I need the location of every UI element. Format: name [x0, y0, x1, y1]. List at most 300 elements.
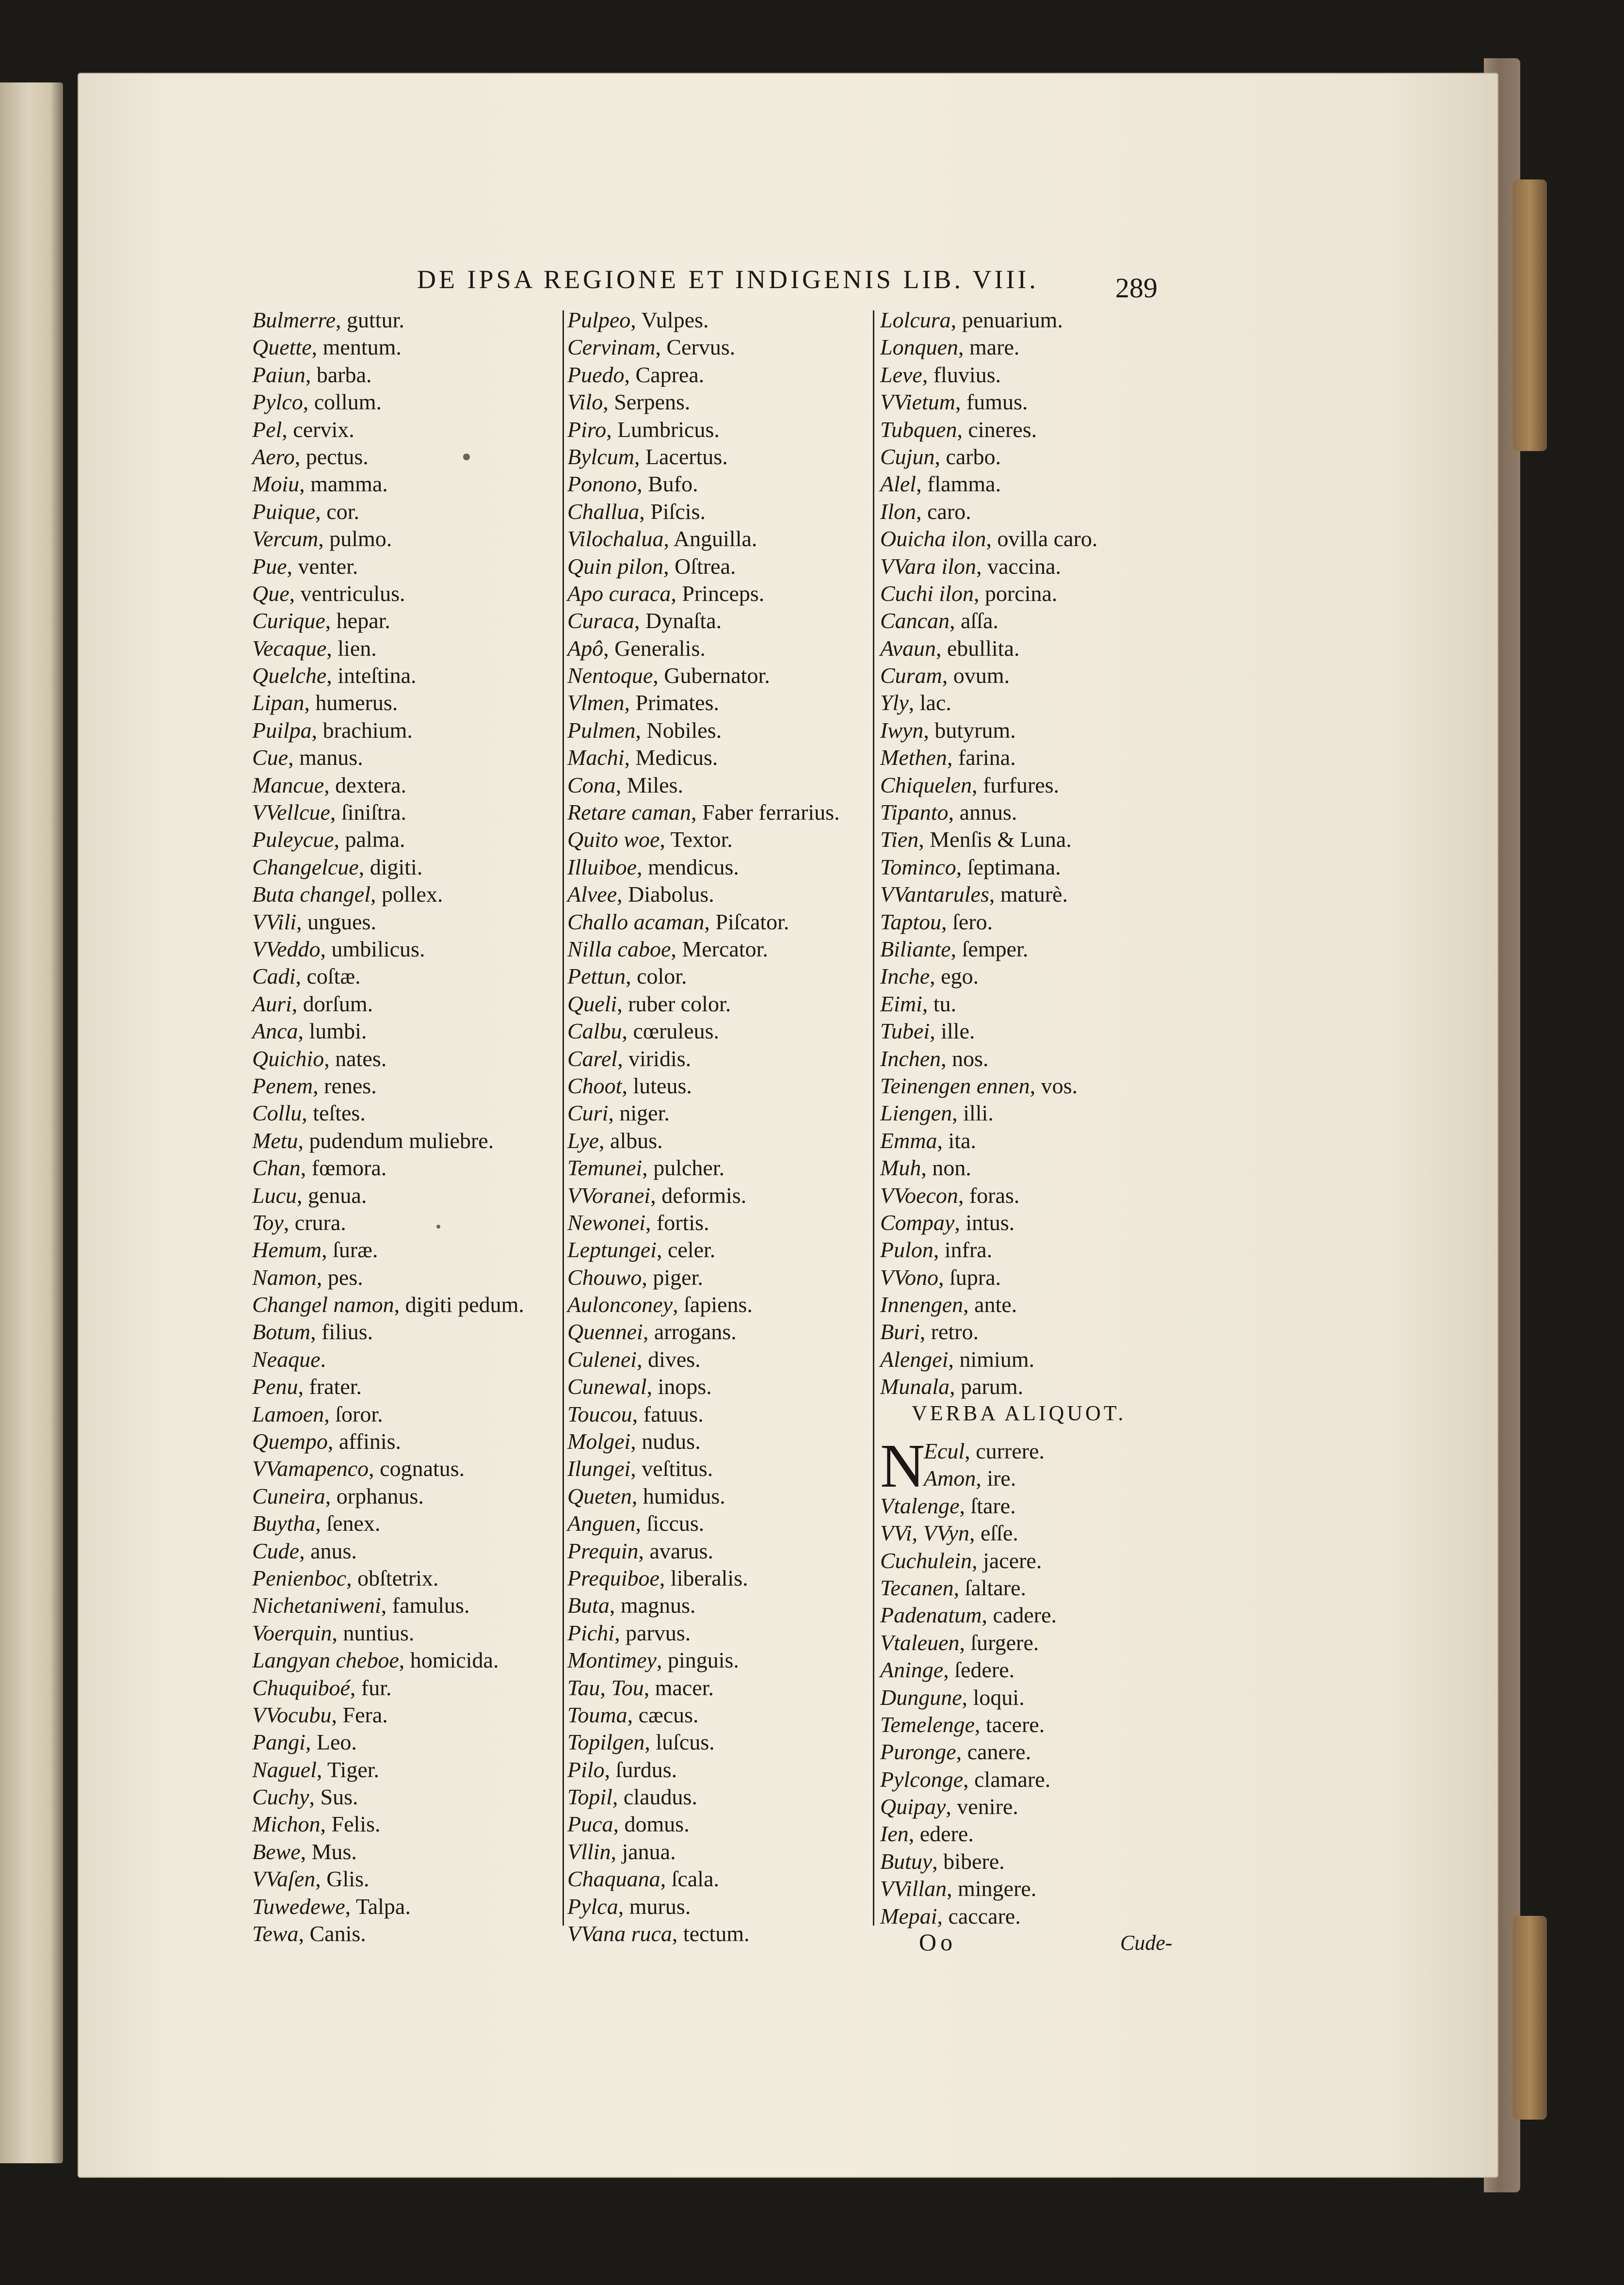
headword: Prequiboe	[567, 1565, 659, 1590]
vocabulary-entry	[880, 1100, 1190, 1127]
headword: Vilo	[567, 389, 603, 415]
vocabulary-entry	[880, 470, 1190, 498]
vocabulary-entry	[252, 744, 553, 771]
headword: Puronge	[880, 1739, 956, 1765]
latin-gloss: , Mercator.	[671, 936, 768, 961]
latin-gloss: , ſurgere.	[959, 1630, 1039, 1655]
vocabulary-entry	[252, 826, 553, 853]
latin-gloss: , cineres.	[957, 417, 1037, 442]
headword: Anguen	[567, 1511, 636, 1536]
vocabulary-entry	[252, 416, 553, 443]
vocabulary-entry	[880, 1209, 1190, 1236]
headword: Leve	[880, 362, 922, 387]
latin-gloss: , ſero.	[941, 909, 993, 934]
vocabulary-entry	[252, 1401, 553, 1428]
latin-gloss: , ſiniſtra.	[330, 800, 407, 825]
vocabulary-entry	[252, 854, 553, 881]
latin-gloss: , luſcus.	[644, 1730, 715, 1755]
vocabulary-entry	[880, 990, 1190, 1018]
vocabulary-entry	[880, 1684, 1190, 1711]
vocabulary-entry	[252, 717, 553, 744]
vocabulary-entry	[567, 908, 868, 936]
latin-gloss: , ſcala.	[660, 1866, 719, 1892]
vocabulary-entry	[567, 1072, 868, 1100]
headword: Cuchulein	[880, 1548, 972, 1573]
headword: Puleycue	[252, 827, 334, 852]
headword: VVietum	[880, 389, 955, 415]
vocabulary-entry	[567, 307, 868, 334]
headword: Nichetaniweni	[252, 1593, 381, 1618]
vocabulary-entry	[880, 389, 1190, 416]
headword: Quennei	[567, 1319, 643, 1345]
latin-gloss: , butyrum.	[923, 717, 1016, 743]
latin-gloss: , ſeptimana.	[956, 854, 1061, 879]
vocabulary-entry	[567, 772, 868, 799]
latin-gloss: , mamma.	[299, 471, 388, 497]
latin-gloss: , nates.	[324, 1046, 387, 1071]
latin-gloss: , ventriculus.	[289, 581, 405, 606]
latin-gloss: , maturè.	[989, 882, 1068, 907]
latin-gloss: , fumus.	[955, 389, 1028, 415]
latin-gloss: , caro.	[916, 499, 971, 524]
vocabulary-entry	[252, 1592, 553, 1619]
vocabulary-entry	[880, 1346, 1190, 1373]
vocabulary-entry	[252, 470, 553, 498]
headword: Neaque	[252, 1346, 321, 1372]
headword: Tau, Tou	[567, 1675, 644, 1700]
vocabulary-entry	[252, 662, 553, 689]
headword: Teinengen ennen	[880, 1073, 1030, 1098]
headword: Cona	[567, 772, 616, 797]
vocabulary-entry	[567, 1811, 868, 1838]
latin-gloss: , Princeps.	[671, 581, 765, 606]
vocabulary-entry	[252, 1647, 553, 1674]
latin-gloss: , Oſtrea.	[663, 553, 736, 579]
latin-gloss: , ungues.	[296, 909, 376, 934]
vocabulary-entry	[252, 1428, 553, 1455]
headword: Curam	[880, 663, 942, 688]
vocabulary-entry	[567, 1565, 868, 1592]
latin-gloss: , mentum.	[311, 335, 402, 360]
latin-gloss: , farina.	[947, 745, 1016, 770]
vocabulary-entry	[252, 1674, 553, 1702]
vocabulary-entry	[252, 963, 553, 990]
latin-gloss: , digiti pedum.	[394, 1292, 524, 1317]
vocabulary-entry	[880, 881, 1190, 908]
headword: Pylconge	[880, 1766, 964, 1792]
headword: Topilgen	[567, 1730, 645, 1755]
vocabulary-entry	[880, 1711, 1190, 1738]
vocabulary-entry	[567, 1291, 868, 1318]
latin-gloss: , non.	[921, 1155, 971, 1181]
headword: Dungune	[880, 1685, 962, 1710]
signature-mark: Oo	[919, 1928, 957, 1956]
headword: VVellcue	[252, 800, 330, 825]
headword: Chuquiboé	[252, 1675, 350, 1700]
latin-gloss: , inops.	[646, 1374, 712, 1399]
headword: Lamoen	[252, 1401, 324, 1426]
headword: Lye	[567, 1128, 599, 1153]
latin-gloss: , ruber color.	[617, 991, 731, 1016]
latin-gloss: , macer.	[643, 1675, 714, 1700]
headword: Quichio	[252, 1046, 324, 1071]
latin-gloss: , magnus.	[609, 1593, 696, 1618]
latin-gloss: , foras.	[958, 1183, 1020, 1208]
headword: Tipanto	[880, 800, 949, 825]
latin-gloss: , ſoror.	[324, 1401, 383, 1426]
headword: Challua	[567, 499, 640, 524]
headword: Alengei	[880, 1346, 949, 1372]
vocabulary-entry	[567, 443, 868, 470]
vocabulary-entry	[567, 1318, 868, 1345]
latin-gloss: , currere.	[965, 1439, 1045, 1463]
headword: Hemum	[252, 1237, 322, 1263]
latin-gloss: , inteſtina.	[326, 663, 417, 688]
headword: Amon	[924, 1466, 976, 1491]
vocabulary-entry	[880, 1602, 1190, 1629]
vocabulary-entry	[252, 1209, 553, 1236]
headword: Pue	[252, 553, 287, 579]
latin-gloss: , infra.	[933, 1237, 993, 1263]
headword: Lucu	[252, 1183, 297, 1208]
headword: Cuchi ilon	[880, 581, 974, 606]
headword: Chaquana	[567, 1866, 660, 1892]
latin-gloss: , parvus.	[614, 1620, 691, 1645]
vocabulary-entry	[567, 1100, 868, 1127]
vocabulary-entry	[567, 1373, 868, 1400]
headword: Padenatum	[880, 1603, 982, 1628]
vocabulary-entry	[252, 1565, 553, 1592]
vocabulary-entry	[880, 1574, 1190, 1602]
headword: Vercum	[252, 526, 319, 551]
vocabulary-entry	[880, 443, 1190, 470]
latin-gloss: , color.	[626, 964, 687, 989]
latin-gloss: , Mus.	[300, 1839, 357, 1864]
latin-gloss: .	[320, 1346, 326, 1372]
latin-gloss: , palma.	[334, 827, 405, 852]
latin-gloss: , penuarium.	[950, 308, 1063, 332]
latin-gloss: , ſapiens.	[673, 1292, 753, 1317]
headword: Pichi	[567, 1620, 615, 1645]
latin-gloss: , Glis.	[315, 1866, 370, 1892]
vocabulary-entry	[567, 990, 868, 1018]
latin-gloss: , Menſis & Luna.	[918, 827, 1072, 852]
drop-cap: N	[880, 1431, 925, 1500]
headword: Ouicha ilon	[880, 526, 986, 551]
latin-gloss: , flamma.	[916, 471, 1001, 497]
vocabulary-entry	[880, 553, 1190, 580]
headword: Naguel	[252, 1757, 317, 1782]
vocabulary-entry	[252, 1893, 553, 1920]
vocabulary-entry	[252, 1811, 553, 1838]
vocabulary-entry	[567, 1538, 868, 1565]
vocabulary-entry	[880, 1875, 1190, 1902]
vocabulary-entry	[252, 498, 553, 525]
vocabulary-entry	[252, 1920, 553, 1947]
latin-gloss: , pollex.	[370, 882, 443, 907]
vocabulary-entry	[252, 799, 553, 826]
latin-gloss: , homicida.	[399, 1648, 499, 1673]
latin-gloss: , dorſum.	[291, 991, 373, 1016]
headword: Curi	[567, 1101, 609, 1126]
latin-gloss: , fœmora.	[300, 1155, 387, 1181]
vocabulary-entry	[567, 1154, 868, 1182]
latin-gloss: , eſſe.	[969, 1521, 1018, 1546]
headword: Emma	[880, 1128, 937, 1153]
latin-gloss: , loqui.	[962, 1685, 1025, 1710]
headword: Tien	[880, 827, 919, 852]
latin-gloss: , ſurdus.	[604, 1757, 677, 1782]
vocabulary-entry	[880, 1438, 1190, 1465]
vocabulary-entry	[567, 1236, 868, 1264]
vocabulary-entry	[567, 1401, 868, 1428]
vocabulary-entry	[880, 580, 1190, 607]
vocabulary-entry	[252, 1729, 553, 1756]
headword: Apô	[567, 635, 604, 661]
latin-gloss: , aſſa.	[949, 608, 999, 633]
vocabulary-entry	[880, 1903, 1190, 1930]
vocabulary-entry	[252, 936, 553, 963]
vocabulary-entry	[880, 936, 1190, 963]
headword: Buytha	[252, 1511, 316, 1536]
headword: Namon	[252, 1264, 317, 1290]
binding-tape-upper	[1513, 179, 1547, 451]
latin-gloss: , celer.	[656, 1237, 716, 1263]
headword: Lolcura	[880, 308, 951, 332]
latin-gloss: , Dynaſta.	[634, 608, 722, 633]
headword: Tuwedewe	[252, 1894, 345, 1919]
latin-gloss: , anus.	[299, 1538, 357, 1563]
latin-gloss: , arrogans.	[643, 1319, 737, 1345]
vocabulary-column-1	[252, 307, 553, 1947]
latin-gloss: , janua.	[611, 1839, 676, 1864]
vocabulary-entry	[880, 1291, 1190, 1318]
vocabulary-entry	[567, 580, 868, 607]
headword: Cuneira	[252, 1483, 325, 1508]
headword: Toy	[252, 1210, 284, 1235]
vocabulary-entry	[252, 1510, 553, 1537]
headword: Changel namon	[252, 1292, 394, 1317]
headword: Culenei	[567, 1346, 637, 1372]
latin-gloss: , cognatus.	[369, 1456, 465, 1481]
headword: Butuy	[880, 1848, 933, 1874]
latin-gloss: , renes.	[313, 1073, 377, 1098]
latin-gloss: , Sus.	[309, 1784, 358, 1810]
column-rule-2	[873, 310, 874, 1926]
headword: Ecul	[924, 1439, 965, 1463]
headword: Eimi	[880, 991, 922, 1016]
vocabulary-entry	[252, 1291, 553, 1318]
headword: Munala	[880, 1374, 950, 1399]
latin-gloss: , Tiger.	[316, 1757, 380, 1782]
latin-gloss: , Primates.	[624, 690, 719, 715]
headword: Ilon	[880, 499, 917, 524]
latin-gloss: , Textor.	[659, 827, 733, 852]
vocabulary-entry	[252, 1483, 553, 1510]
vocabulary-entry	[567, 525, 868, 552]
headword: VVantarules	[880, 882, 989, 907]
latin-gloss: , parum.	[949, 1374, 1024, 1399]
latin-gloss: , affinis.	[327, 1429, 402, 1454]
headword: VVocubu	[252, 1702, 332, 1727]
vocabulary-entry	[252, 1100, 553, 1127]
vocabulary-entry	[880, 1738, 1190, 1766]
headword: Piro	[567, 417, 607, 442]
headword: Illuiboe	[567, 854, 637, 879]
vocabulary-entry	[880, 717, 1190, 744]
ink-spot	[436, 1225, 440, 1229]
headword: Newonei	[567, 1210, 645, 1235]
vocabulary-entry	[880, 1848, 1190, 1875]
latin-gloss: , Faber ferrarius.	[691, 800, 840, 825]
latin-gloss: , luteus.	[622, 1073, 692, 1098]
headword: Puique	[252, 499, 316, 524]
vocabulary-entry	[880, 908, 1190, 936]
latin-gloss: , lac.	[908, 690, 951, 715]
latin-gloss: , ſiccus.	[635, 1511, 705, 1536]
headword: Penienboc	[252, 1565, 347, 1590]
vocabulary-entry	[567, 826, 868, 853]
headword: Prequin	[567, 1538, 639, 1563]
latin-gloss: , fluvius.	[922, 362, 1001, 387]
latin-gloss: , barba.	[305, 362, 372, 387]
latin-gloss: , genua.	[297, 1183, 367, 1208]
latin-gloss: , dextera.	[324, 772, 407, 797]
vocabulary-entry	[567, 334, 868, 361]
latin-gloss: , Talpa.	[345, 1894, 411, 1919]
section-heading-verba: VERBA ALIQUOT.	[912, 1401, 1126, 1425]
headword: Michon	[252, 1812, 321, 1837]
headword: Temunei	[567, 1155, 643, 1181]
vocabulary-entry	[567, 936, 868, 963]
vocabulary-entry	[252, 1373, 553, 1400]
headword: Vlmen	[567, 690, 625, 715]
vocabulary-entry	[252, 689, 553, 716]
latin-gloss: , Miles.	[615, 772, 683, 797]
latin-gloss: , pulmo.	[318, 526, 392, 551]
headword: Challo acaman	[567, 909, 705, 934]
latin-gloss: , orphanus.	[325, 1483, 424, 1508]
latin-gloss: , ſupra.	[938, 1264, 1001, 1290]
headword: Metu	[252, 1128, 298, 1153]
vocabulary-entry	[880, 799, 1190, 826]
headword: Iwyn	[880, 717, 924, 743]
headword: Aero	[252, 444, 295, 469]
headword: Langyan cheboe	[252, 1648, 399, 1673]
vocabulary-entry	[567, 881, 868, 908]
headword: Bewe	[252, 1839, 301, 1864]
headword: VVono	[880, 1264, 939, 1290]
latin-gloss: , Generalis.	[603, 635, 706, 661]
latin-gloss: , illi.	[952, 1101, 994, 1126]
latin-gloss: , pectus.	[294, 444, 369, 469]
latin-gloss: , viridis.	[617, 1046, 691, 1071]
vocabulary-entry	[252, 1127, 553, 1154]
headword: Cuchy	[252, 1784, 309, 1810]
vocabulary-entry	[567, 361, 868, 389]
latin-gloss: , mingere.	[947, 1876, 1037, 1901]
vocabulary-entry	[880, 498, 1190, 525]
latin-gloss: , caccare.	[937, 1903, 1021, 1928]
vocabulary-entry	[252, 1318, 553, 1345]
latin-gloss: , Serpens.	[603, 389, 691, 415]
latin-gloss: , ſtare.	[959, 1493, 1016, 1518]
vocabulary-entry	[567, 1018, 868, 1045]
vocabulary-entry	[252, 1455, 553, 1482]
vocabulary-entry	[252, 908, 553, 936]
latin-gloss: , ſuræ.	[322, 1237, 378, 1263]
latin-gloss: , nuntius.	[332, 1620, 415, 1645]
headword: VVana ruca	[567, 1921, 672, 1946]
latin-gloss: , pes.	[316, 1264, 363, 1290]
latin-gloss: , Leo.	[305, 1730, 357, 1755]
vocabulary-entry	[567, 744, 868, 771]
headword: Tubquen	[880, 417, 957, 442]
latin-gloss: , mendicus.	[637, 854, 739, 879]
latin-gloss: , Caprea.	[624, 362, 705, 387]
latin-gloss: , Fera.	[331, 1702, 388, 1727]
vocabulary-entry	[567, 1127, 868, 1154]
latin-gloss: , Felis.	[320, 1812, 381, 1837]
latin-gloss: , mare.	[958, 335, 1020, 360]
headword: Leptungei	[567, 1237, 657, 1263]
vocabulary-column-2	[567, 307, 868, 1947]
latin-gloss: , crura.	[283, 1210, 346, 1235]
latin-gloss: , fatuus.	[632, 1401, 704, 1426]
latin-gloss: , dives.	[637, 1346, 701, 1372]
headword: Toucou	[567, 1401, 632, 1426]
headword: Nentoque	[567, 663, 653, 688]
vocabulary-entry	[880, 1373, 1190, 1400]
headword: Botum	[252, 1319, 311, 1345]
verba-list	[880, 1431, 1190, 1930]
latin-gloss: , ovilla caro.	[986, 526, 1098, 551]
latin-gloss: , umbilicus.	[320, 936, 425, 961]
vocabulary-entry	[880, 1045, 1190, 1072]
latin-gloss: , brachium.	[311, 717, 413, 743]
latin-gloss: , lien.	[326, 635, 377, 661]
vocabulary-entry	[252, 361, 553, 389]
latin-gloss: , nudus.	[630, 1429, 701, 1454]
latin-gloss: , canere.	[956, 1739, 1031, 1765]
vocabulary-entry	[252, 580, 553, 607]
headword: Vtaleuen	[880, 1630, 960, 1655]
running-head: DE IPSA REGIONE ET INDIGENIS LIB. VIII.	[417, 265, 1039, 294]
latin-gloss: , ſemper.	[950, 936, 1029, 961]
vocabulary-entry	[880, 1264, 1190, 1291]
vocabulary-entry	[880, 635, 1190, 662]
latin-gloss: , famulus.	[381, 1593, 470, 1618]
headword: Queli	[567, 991, 617, 1016]
latin-gloss: , tacere.	[975, 1712, 1045, 1737]
vocabulary-entry	[252, 389, 553, 416]
vocabulary-entry	[252, 334, 553, 361]
vocabulary-entry	[567, 635, 868, 662]
headword: Machi	[567, 745, 625, 770]
latin-gloss: , tu.	[922, 991, 957, 1016]
vocabulary-entry	[252, 443, 553, 470]
headword: Cervinam	[567, 335, 656, 360]
latin-gloss: , teſtes.	[302, 1101, 366, 1126]
vocabulary-entry	[252, 1018, 553, 1045]
vocabulary-entry	[567, 1647, 868, 1674]
latin-gloss: , domus.	[613, 1812, 690, 1837]
headword: Ien	[880, 1821, 909, 1847]
headword: Inche	[880, 964, 930, 989]
headword: Penu	[252, 1374, 298, 1399]
latin-gloss: , coſtæ.	[295, 964, 361, 989]
headword: Puedo	[567, 362, 625, 387]
